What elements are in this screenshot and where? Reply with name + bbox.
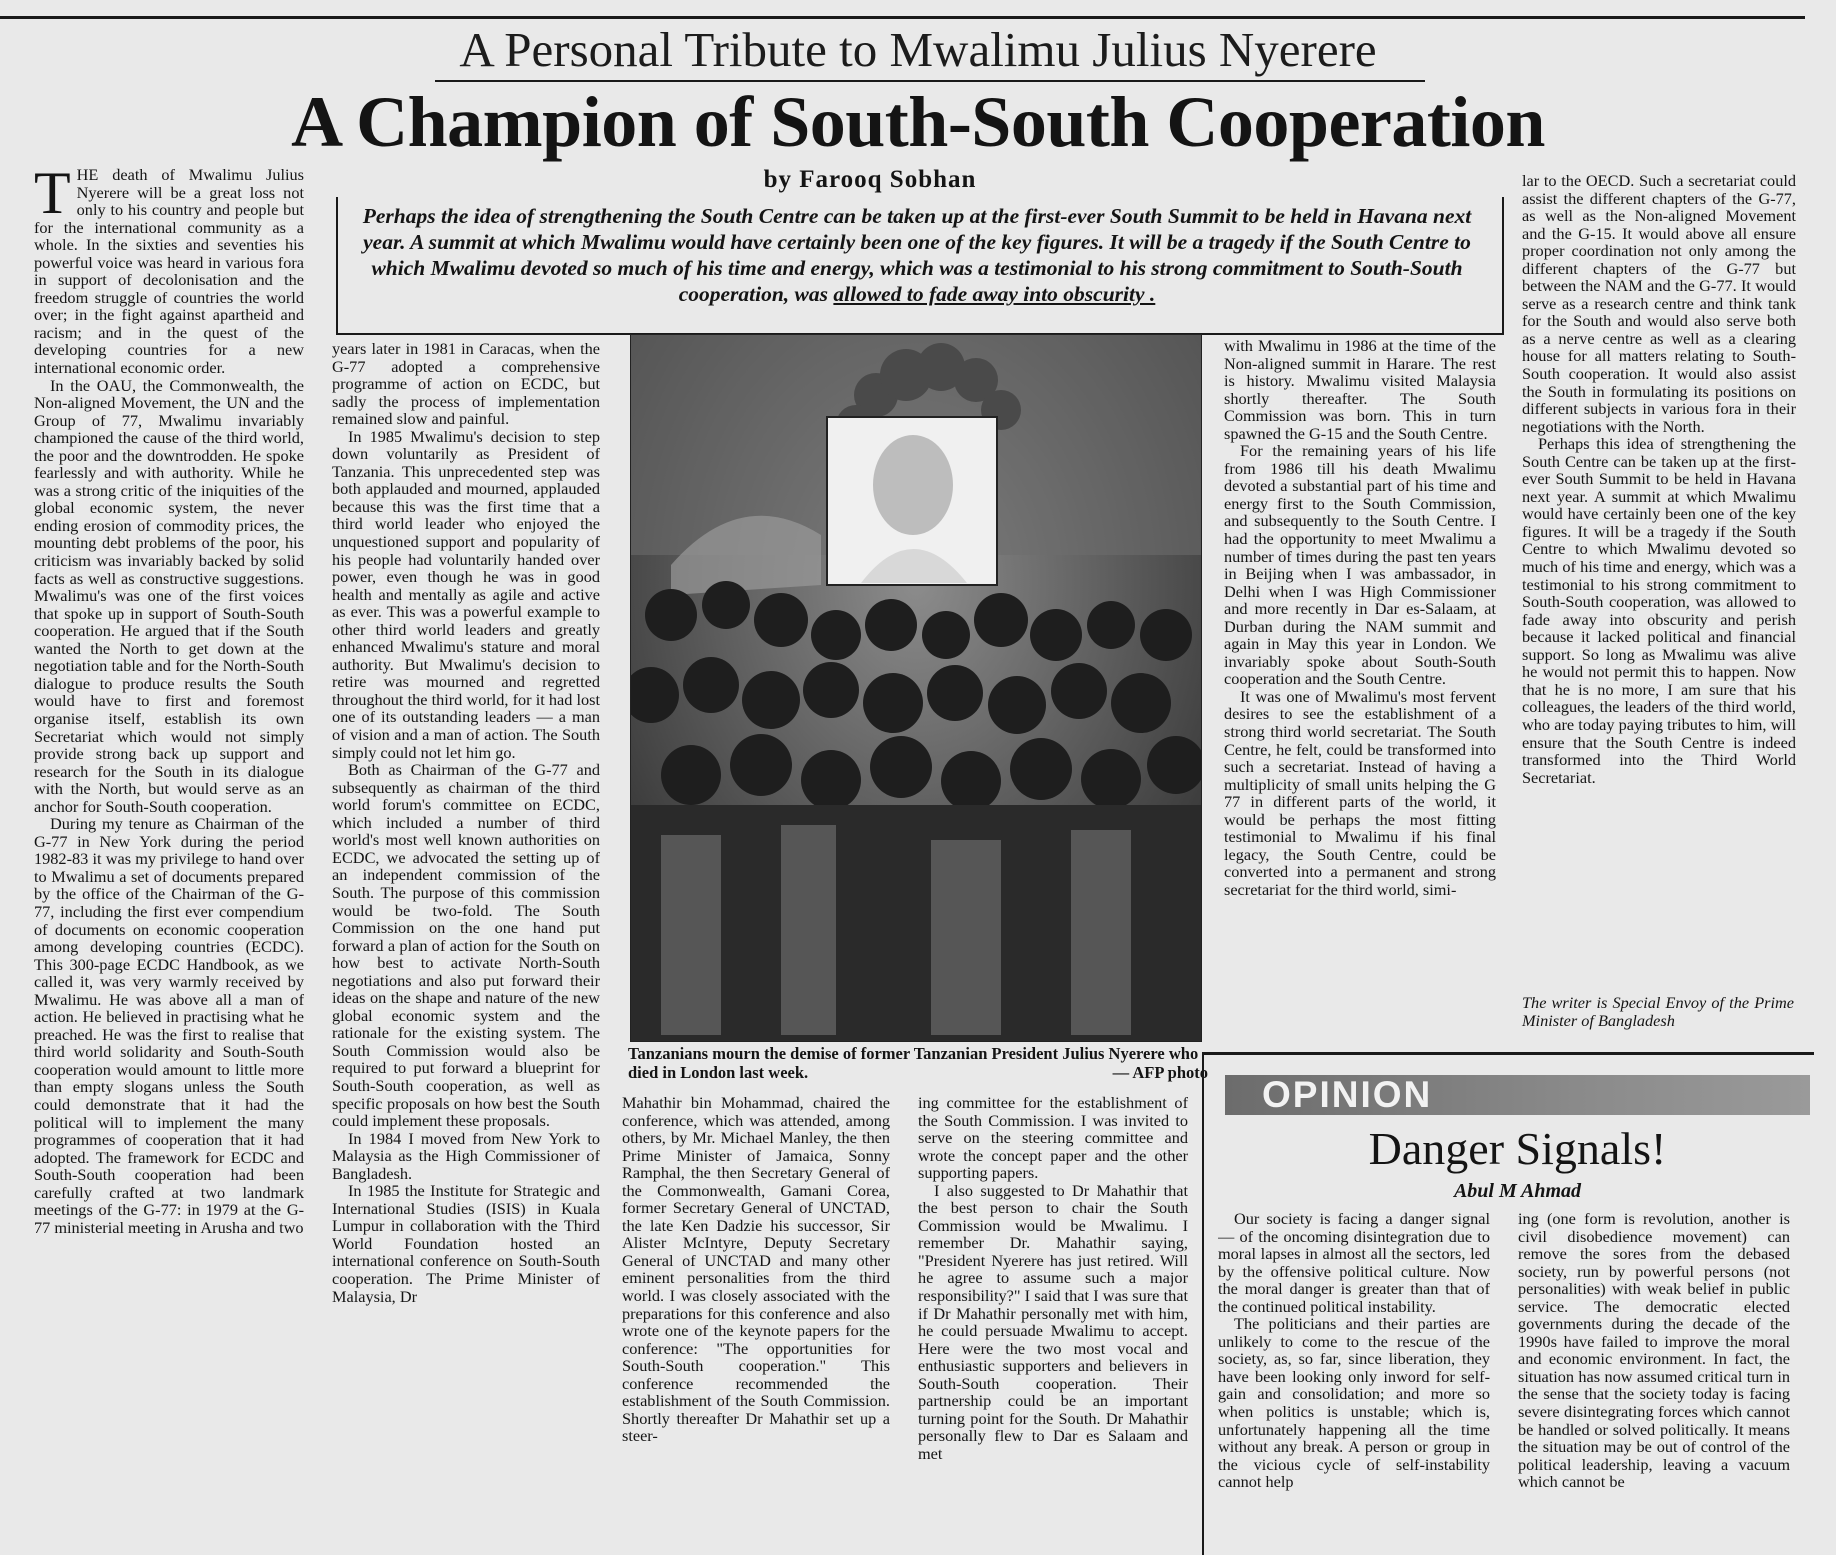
- standfirst-last-line: allowed to fade away into obscurity .: [833, 282, 1156, 306]
- article-paragraph: It was one of Mwalimu's most fervent desires to see the establishment of a strong third world secretariat. The South Centre, he felt, could be transformed into such a secretariat. Instead of having a multiplicity of small units helping the G 77 in different parts of the world, it would be perhaps the most fitting testimonial to Mwalimu if his final legacy, the South Centre, could be converted into a permanent and strong secretariat for the third world, simi-: [1224, 686, 1496, 899]
- article-paragraph: I also suggested to Dr Mahathir that the best person to chair the South Commission would be Mwalimu. I remember Dr. Mahathir saying, "President Nyerere has just retired. Will he agree to assume such a major responsibility?" I said that I was sure that if Dr Mahathir personally met with him, he could persuade Mwalimu to accept. Here were the two most vocal and enthusiastic supporters and believers in South-South cooperation. Their partnership could be an important turning point for the South. Dr Mahathir personally flew to Dar es Salaam and met: [918, 1180, 1188, 1463]
- photo-illustration: [631, 335, 1201, 1041]
- article-paragraph: For the remaining years of his life from 1986 till his death Mwalimu devoted a substantial part of his time and energy first to the South Commission, and subsequently to the South Centre. I had the opportunity to meet Mwalimu a number of times during the past ten years in Beijing when I was ambassador, in Delhi when I was High Commissioner and more recently in Dar es-Salaam, at Durban during the NAM summit and again in May this year in London. We invariably spoke about South-South cooperation and the South Centre.: [1224, 441, 1496, 689]
- article-paragraph: Perhaps this idea of strengthening the South Centre can be taken up at the first-ever South Summit to be held in Havana next year. A summit at which Mwalimu would have certainly been one of the key figures. It will be a tragedy if the South Centre to which Mwalimu devoted so much of his time and energy, which was a testimonial to his strong commitment to South-South cooperation, was allowed to fade away into obscurity and perish because it lacked political and financial support. So long as Mwalimu was alive he would not permit this to happen. Now that he is no more, I am sure that his colleagues, the leaders of the third world, who are today paying tributes to him, will ensure that the South Centre is indeed transformed into the Third World Secretariat.: [1522, 434, 1796, 787]
- article-paragraph: ing (one form is revolution, another is civil disobedience movement) can remove the sores from the debased society, run by powerful persons (not personalities) with weak belief in public service. The democratic elected governments during the decade of the 1990s have failed to improve the moral and economic environment. In fact, the situation has now assumed critical turn in the sense that the society today is facing severe disintegrating forces which cannot be handled or solved politically. It means the situation may be out of control of the political leadership, leaving a vacuum which cannot be: [1518, 1210, 1790, 1492]
- article-paragraph: lar to the OECD. Such a secretariat could assist the different chapters of the G-77, as well as the Non-aligned Movement and the G-15. It would above all ensure proper coordination not only among the different chapters of the G-77 but between the NAM and the G-77. It would serve as a research centre and think tank for the South and would also serve both as a nerve centre as well as a clearing house for all matters relating to South-South cooperation. It would also assist the South in formulating its positions on different subjects in various fora in their negotiations with the North.: [1522, 172, 1796, 436]
- caption-text: Tanzanians mourn the demise of former Tanzanian President Julius Nyerere who died in London last week.: [628, 1044, 1199, 1082]
- opinion-title: Danger Signals!: [1368, 1123, 1667, 1174]
- news-photo: [630, 334, 1202, 1042]
- photo-caption: [628, 1044, 1208, 1082]
- writer-note: The writer is Special Envoy of the Prime Minister of Bangladesh: [1522, 993, 1794, 1030]
- drop-cap: T: [34, 166, 71, 226]
- opinion-column-2: [1518, 1210, 1790, 1540]
- article-paragraph: years later in 1981 in Caracas, when the G-77 adopted a comprehensive programme of action on ECDC, but sadly the process of implementation remained slow and painful.: [332, 340, 600, 429]
- opinion-label: OPINION: [1262, 1074, 1433, 1115]
- deck-right-rule: [1502, 197, 1504, 335]
- article-paragraph: The politicians and their parties are unlikely to come to the rescue of the society, as, so far, since liberation, they have been looking only inword for self-gain and consolidation; and more so when politics is unstable; which is, unfortunately happening all the time without any break. A person or group in the vicious cycle of self-instability cannot help: [1218, 1314, 1490, 1492]
- opinion-author: Abul M Ahmad: [1453, 1180, 1582, 1202]
- top-rule: [0, 16, 1805, 19]
- photo-credit: — AFP photo: [1112, 1063, 1208, 1082]
- article-paragraph: Mahathir bin Mohammad, chaired the conference, which was attended, among others, by Mr. Michael Manley, the then Prime Minister of Jamaica, Sonny Ramphal, the then Secretary General of the Commonwealth, Gamani Corea, former Secretary General of UNCTAD, the late Ken Dadzie his successor, Sir Alister McIntyre, Deputy Secretary General of UNCTAD and many other eminent personalities from the third world. I was closely associated with the preparations for this conference and also wrote one of the keynote papers for the conference: "The opportunities for South-South cooperation." This conference recommended the establishment of the South Commission. Shortly thereafter Dr Mahathir set up a steer-: [622, 1094, 890, 1446]
- article-column-1: [34, 166, 304, 1522]
- article-paragraph: with Mwalimu in 1986 at the time of the Non-aligned summit in Harare. The rest is history. Mwalimu visited Malaysia shortly thereafter. The South Commission was born. This in turn spawned the G-15 and the South Centre.: [1224, 337, 1496, 443]
- article-column-4-upper: [1224, 337, 1496, 1045]
- article-paragraph: In 1985 the Institute for Strategic and International Studies (ISIS) in Kuala Lumpur in collaboration with the Third World Foundation hosted an international conference on South-South cooperation. The Prime Minister of Malaysia, Dr: [332, 1181, 600, 1306]
- opinion-column-1: [1218, 1210, 1490, 1540]
- article-column-5: [1522, 172, 1796, 990]
- article-paragraph: During my tenure as Chairman of the G-77 in New York during the period 1982-83 it was my privilege to hand over to Mwalimu a set of documents prepared by the office of the Chairman of the G-77, including the first ever compendium of documents on economic cooperation among developing countries (ECDC). This 300-page ECDC Handbook, as we called it, was very warmly received by Mwalimu. He was above all a man of action. He believed in practising what he preached. He was the first to realise that third world solidarity and South-South cooperation would amount to little more than empty slogans unless the South could demonstrate that it had the political will to implement the many programmes of cooperation that it had adopted. The framework for ECDC and South-South cooperation had been carefully crafted at two landmark meetings of the G-77: in 1979 at the G-77 ministerial meeting in Arusha and two: [34, 814, 304, 1237]
- deck-left-rule: [336, 197, 338, 335]
- byline: by Farooq Sobhan: [763, 166, 977, 193]
- article-paragraph: Our society is facing a danger signal — of the oncoming disintegration due to moral lapses in almost all the sectors, led by the offensive political culture. Now the moral danger is greater than that of the continued political instability.: [1218, 1210, 1490, 1316]
- article-column-4: [918, 1094, 1188, 1522]
- article-paragraph: THE death of Mwalimu Julius Nyerere will be a great loss not only to his country and people but for the international community as a whole. In the sixties and seventies his powerful voice was heard in various fora in support of decolonisation and the freedom struggle of countries the world over; in the fight against apartheid and racism; and in the quest of the developing countries for a new international economic order.: [34, 166, 304, 378]
- standfirst-text: Perhaps the idea of strengthening the South Centre can be taken up at the first-ever South Summit to be held in Havana next year. A summit at which Mwalimu would have certainly been one of the key figures. It will be a tragedy if the South Centre to which Mwalimu devoted so much of his time and energy, which was a testimonial to his strong commitment to South-South cooperation, was: [362, 204, 1472, 306]
- article-paragraph: In 1985 Mwalimu's decision to step down voluntarily as President of Tanzania. This unprecedented step was both applauded and mourned, applauded because this was the first time that a third world leader who enjoyed the unquestioned support and popularity of his people had voluntarily handed over power, even though he was in good health and mentally as agile and active as ever. This was a powerful example to other third world leaders and greatly enhanced Mwalimu's stature and moral authority. But Mwalimu's decision to retire was mourned and regretted throughout the third world, for it had lost one of its outstanding leaders — a man of vision and a man of action. The South simply could not let him go.: [332, 426, 600, 762]
- article-paragraph: In the OAU, the Commonwealth, the Non-aligned Movement, the UN and the Group of 77, Mwalimu invariably championed the cause of the third world, the poor and the downtrodden. He spoke fearlessly and with authority. While he was a strong critic of the iniquities of the global economic system, the never ending erosion of commodity prices, the mounting debt problems of the poor, his criticism was invariably backed by solid facts as well as constructive suggestions. Mwalimu's was one of the first voices that spoke up in support of South-South cooperation. He argued that if the South wanted the North to get down at the negotiation table and for the North-South dialogue to produce results the South would have to first and foremost organise itself, establish its own Secretariat which would not simply provide strong back up support and research for the South in its dialogue with the North, but would serve as an anchor for South-South cooperation.: [34, 375, 304, 816]
- article-paragraph: ing committee for the establishment of the South Commission. I was invited to serve on the steering committee and wrote the concept paper and the other supporting papers.: [918, 1094, 1188, 1183]
- article-column-2: [332, 340, 600, 1524]
- article-paragraph: In 1984 I moved from New York to Malaysia as the High Commissioner of Bangladesh.: [332, 1128, 600, 1183]
- article-column-3: [622, 1094, 890, 1522]
- kicker: A Personal Tribute to Mwalimu Julius Nyerere: [459, 22, 1377, 77]
- page-title: A Champion of South-South Cooperation: [291, 82, 1545, 162]
- standfirst: [352, 203, 1482, 307]
- article-paragraph: Both as Chairman of the G-77 and subsequently as chairman of the third world forum's committee on ECDC, which included a number of third world's most well known authorities on ECDC, we advocated the setting up of an independent commission of the South. The purpose of this commission would be two-fold. The South Commission on the one hand put forward a plan of action for the South on how best to activate North-South negotiations and also put forward their ideas on the shape and nature of the new global economic system and the rationale for the existing system. The South Commission would also be required to put forward a blueprint for South-South cooperation, as well as specific proposals on how best the South could implement these proposals.: [332, 760, 600, 1131]
